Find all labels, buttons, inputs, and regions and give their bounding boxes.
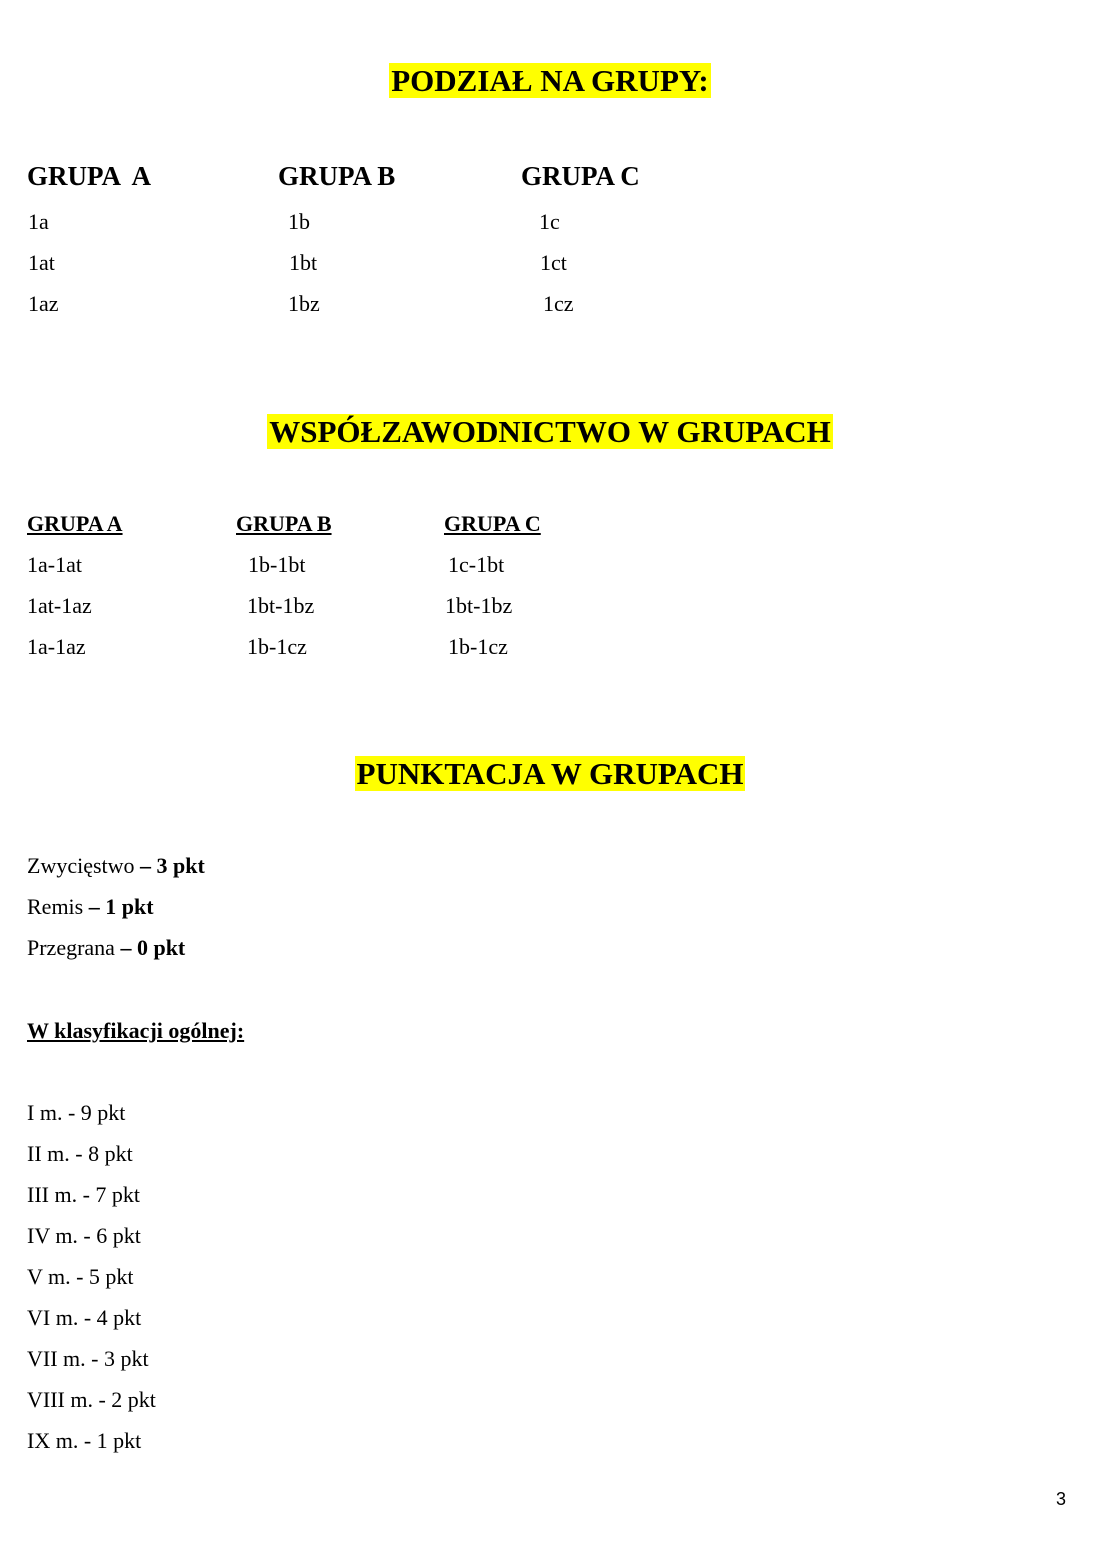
match-cell: 1b-1bt (248, 552, 306, 577)
section-heading-scoring (0, 756, 1100, 792)
division-header-b: GRUPA B (278, 161, 396, 191)
match-cell: 1a-1az (27, 634, 86, 659)
scoring-points: – 3 pkt (140, 853, 205, 878)
match-cell: 1bt-1bz (445, 593, 513, 618)
matches-header-a: GRUPA A (27, 511, 123, 536)
division-cell: 1cz (543, 291, 574, 316)
scoring-label: Zwycięstwo (27, 853, 135, 878)
section-heading-scoring-text: PUNKTACJA W GRUPACH (356, 756, 744, 791)
classification-item: VII m. - 3 pkt (27, 1346, 149, 1371)
section-heading-competition (0, 414, 1100, 450)
scoring-loss (27, 935, 185, 961)
match-cell: 1at-1az (27, 593, 92, 618)
division-cell: 1bt (289, 250, 318, 275)
page-number: 3 (1056, 1489, 1067, 1509)
scoring-win (27, 853, 205, 879)
section-heading-division (0, 63, 1100, 99)
scoring-label: Przegrana (27, 935, 115, 960)
classification-item: VIII m. - 2 pkt (27, 1387, 156, 1412)
classification-title: W klasyfikacji ogólnej: (27, 1018, 245, 1043)
classification-item: II m. - 8 pkt (27, 1141, 133, 1166)
division-cell: 1c (539, 209, 560, 234)
division-cell: 1bz (288, 291, 320, 316)
classification-item: IV m. - 6 pkt (27, 1223, 141, 1248)
match-cell: 1a-1at (27, 552, 82, 577)
division-cell: 1b (288, 209, 310, 234)
scoring-points: – 0 pkt (120, 935, 186, 960)
classification-item: VI m. - 4 pkt (27, 1305, 142, 1330)
match-cell: 1bt-1bz (247, 593, 315, 618)
division-cell: 1at (28, 250, 55, 275)
division-cell: 1az (28, 291, 59, 316)
classification-item: III m. - 7 pkt (27, 1182, 141, 1207)
classification-item: V m. - 5 pkt (27, 1264, 134, 1289)
scoring-label: Remis (27, 894, 84, 919)
match-cell: 1b-1cz (448, 634, 508, 659)
division-cell: 1ct (540, 250, 567, 275)
section-heading-division-text: PODZIAŁ NA GRUPY: (391, 63, 709, 98)
match-cell: 1c-1bt (448, 552, 505, 577)
division-header-a: GRUPA A (27, 161, 152, 191)
match-cell: 1b-1cz (247, 634, 307, 659)
classification-item: I m. - 9 pkt (27, 1100, 126, 1125)
classification-item: IX m. - 1 pkt (27, 1428, 142, 1453)
scoring-draw (27, 894, 154, 920)
division-header-c: GRUPA C (521, 161, 640, 191)
matches-header-c: GRUPA C (444, 511, 541, 536)
division-cell: 1a (28, 209, 49, 234)
matches-header-b: GRUPA B (236, 511, 332, 536)
section-heading-competition-text: WSPÓŁZAWODNICTWO W GRUPACH (269, 414, 831, 449)
scoring-points: – 1 pkt (88, 894, 154, 919)
